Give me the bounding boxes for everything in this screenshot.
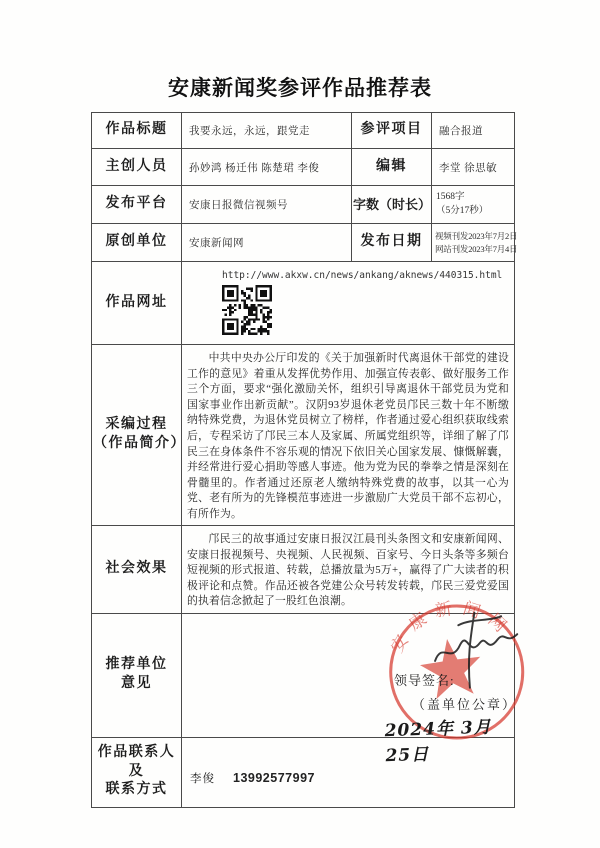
table-row — [92, 262, 515, 345]
entry-category-label: 参评项目 — [352, 113, 432, 149]
recommendation-label-line1: 推荐单位 — [105, 657, 168, 673]
process-text: 中共中央办公厅印发的《关于加强新时代离退休干部党的建设工作的意见》着重从发挥优势作用、加强宣传表彰、做好服务工作三个方面，要求“强化激励关怀，组织引导离退休干部党员为党和国家事业作出新贡献”。汉阴93岁退休老党员邝民三数十年不断缴纳特殊党费，为退休党员树立了榜样，作者通过爱心组织获取线索后，专程采访了邝民三本人及家属、所属党组织等，详细了解了邝民三在身体条件不容乐观的情况下依旧关心国家发展、慷慨解囊，并经常进行爱心捐助等感人事迹。他为党为民的拳拳之情是深刻在骨髓里的。作者通过还原老人缴纳特殊党费的故事，以其一心为党、老有所为的先锋模范事迹进一步激励广大党员干部不忘初心，有所作为。 — [187, 352, 509, 520]
table-row — [92, 345, 515, 526]
seal-arc-text: 安康新闻网 — [387, 597, 517, 656]
page-title: 安康新闻奖参评作品推荐表 — [168, 76, 432, 100]
original-unit-label: 原创单位 — [92, 224, 182, 262]
process-label-line1: 采编过程 — [105, 416, 168, 432]
recommendation-form-table — [91, 112, 518, 808]
platform-value: 安康日报微信视频号 — [182, 186, 352, 224]
social-effect-text: 邝民三的故事通过安康日报汉江晨刊头条图文和安康新闻网、安康日报视频号、央视频、人民视频、百家号、今日头条等多频台短视频的形式报道、转载，总播放量为5万+，赢得了广大读者的积极评论和点赞。作品还被各党建公众号转发转载，邝民三爱党爱国的执着信念掀起了一股红色浪潮。 — [187, 533, 509, 608]
contact-label-line2: 联系方式 — [105, 782, 168, 798]
signature-label: 领导签名: — [394, 672, 455, 688]
process-cell — [182, 345, 515, 526]
recommendation-label — [92, 613, 182, 737]
platform-label: 发布平台 — [92, 186, 182, 224]
contact-phone: 13992577997 — [233, 771, 315, 786]
word-count-label: 字数（时长） — [352, 186, 432, 224]
contact-label-line1: 作品联系人及 — [97, 744, 176, 779]
table-row — [92, 113, 515, 149]
work-title-value: 我要永远，永远，跟党走 — [182, 113, 352, 149]
seal-instruction-note: （盖单位公章） — [412, 696, 518, 712]
editor-label: 编辑 — [352, 149, 432, 186]
process-label — [92, 345, 186, 526]
contact-label — [92, 737, 182, 807]
work-url-label: 作品网址 — [92, 262, 182, 345]
publish-date-label: 发布日期 — [352, 224, 432, 262]
work-title-label: 作品标题 — [92, 113, 182, 149]
editor-value: 李堂 徐思敏 — [432, 149, 515, 186]
social-effect-label: 社会效果 — [92, 525, 182, 613]
table-row — [92, 613, 515, 737]
word-count-line2: （5分17秒） — [436, 205, 489, 216]
qr-code — [222, 285, 272, 335]
word-count-line1: 1568字 — [436, 191, 465, 202]
publish-date-value — [432, 224, 518, 262]
recommendation-cell — [182, 597, 518, 766]
work-url-value: http://www.akxw.cn/news/ankang/aknews/440315.html — [222, 270, 503, 281]
word-count-value — [432, 186, 515, 224]
original-unit-value: 安康新闻网 — [182, 224, 352, 262]
table-row — [92, 149, 515, 186]
creators-label: 主创人员 — [92, 149, 182, 186]
creators-value: 孙妙鸿 杨迁伟 陈楚珺 李俊 — [182, 149, 352, 186]
entry-category-value: 融合报道 — [432, 113, 515, 149]
process-label-line2: （作品简介） — [93, 435, 186, 451]
contact-name: 李俊 — [190, 773, 215, 786]
publish-date-line2: 网站刊发2023年7月4日 — [435, 243, 518, 254]
table-row — [92, 224, 515, 262]
handwritten-date: 2024年 3月25日 — [384, 717, 493, 766]
publish-date-line1: 视频刊发2023年7月2日 — [435, 230, 518, 241]
work-url-cell — [182, 262, 515, 345]
table-row — [92, 186, 515, 224]
recommendation-label-line2: 意见 — [121, 676, 152, 692]
